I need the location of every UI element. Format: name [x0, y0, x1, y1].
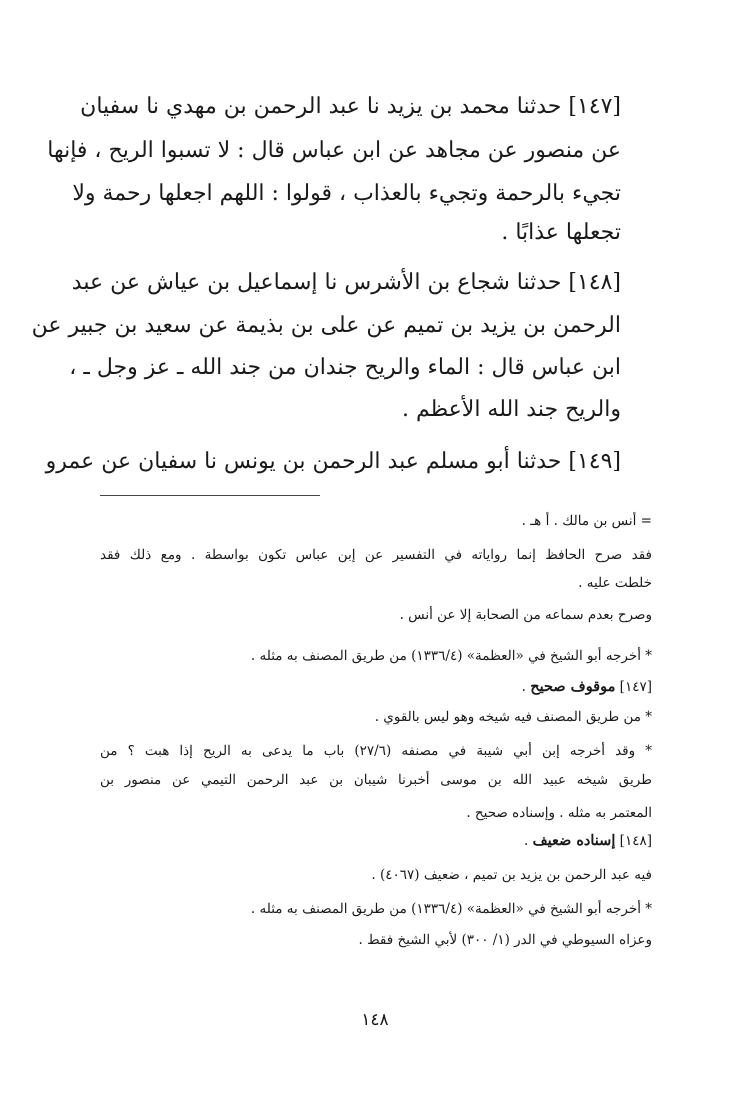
footnote-carryover-line-1: = أنس بن مالك . أ هـ .: [521, 513, 652, 529]
footnote-147-line-1: * من طريق المصنف فيه شيخه وهو ليس بالقوي .: [374, 709, 652, 725]
footnote-carryover-line-2: فقد صرح الحافظ إنما رواياته في التفسير عن إبن عباس تكون بواسطة . ومع ذلك فقد: [100, 547, 652, 563]
hadith-147-line-1: [١٤٧] حدثنا محمد بن يزيد نا عبد الرحمن بن مهدي نا سفيان: [80, 94, 621, 119]
footnote-147-line-4: المعتمر به مثله . وإسناده صحيح .: [466, 805, 652, 821]
footnote-148-verdict: إسناده ضعيف: [532, 832, 616, 849]
hadith-149-line-1: [١٤٩] حدثنا أبو مسلم عبد الرحمن بن يونس نا سفيان عن عمرو: [45, 449, 621, 474]
footnote-carryover-line-4: وصرح بعدم سماعه من الصحابة إلا عن أنس .: [399, 607, 652, 623]
hadith-148-line-3: ابن عباس قال : الماء والريح جندان من جند الله ـ عز وجل ـ ،: [69, 355, 621, 380]
hadith-147-line-2: عن منصور عن مجاهد عن ابن عباس قال : لا تسبوا الريح ، فإنها: [47, 138, 621, 163]
hadith-147-line-4: تجعلها عذابًا .: [501, 220, 621, 245]
page-number: ١٤٨: [361, 1010, 389, 1030]
footnote-148-line-2: * أخرجه أبو الشيخ في «العظمة» (١٣٣٦/٤) من طريق المصنف به مثله .: [250, 901, 652, 917]
footnote-separator: [100, 495, 320, 496]
footnote-147-verdict: موقوف صحيح: [530, 678, 616, 695]
footnote-148-heading: [100, 830, 652, 852]
footnote-147-heading: [100, 676, 652, 698]
footnote-carryover-line-3: خلطت عليه .: [578, 575, 652, 591]
footnote-147-line-2: * وقد أخرجه إبن أبي شيبة في مصنفه (٢٧/٦) باب ما يدعى به الريح إذا هبت ؟ من: [100, 743, 652, 759]
footnote-147-number: [١٤٧]: [619, 679, 652, 695]
footnote-148-line-3: وعزاه السيوطي في الدر (١/ ٣٠٠) لأبي الشيخ فقط .: [358, 932, 652, 948]
footnote-148-number: [١٤٨]: [619, 833, 652, 849]
footnote-147-end: .: [521, 679, 526, 695]
hadith-148-line-4: والريح جند الله الأعظم .: [401, 397, 621, 422]
footnote-148-end: .: [524, 833, 529, 849]
footnote-147-line-3: طريق شيخه عبيد الله بن موسى أخبرنا شيبان بن عبد الرحمن التيمي عن منصور بن: [100, 772, 652, 788]
footnote-carryover-line-5: * أخرجه أبو الشيخ في «العظمة» (١٣٣٦/٤) من طريق المصنف به مثله .: [250, 648, 652, 664]
hadith-148-line-2: الرحمن بن يزيد بن تميم عن على بن بذيمة عن سعيد بن جبير عن: [31, 313, 621, 338]
footnote-148-line-1: فيه عبد الرحمن بن يزيد بن تميم ، ضعيف (٤٠٦٧) .: [371, 867, 652, 883]
hadith-147-line-3: تجيء بالرحمة وتجيء بالعذاب ، قولوا : اللهم اجعلها رحمة ولا: [72, 181, 621, 206]
hadith-148-line-1: [١٤٨] حدثنا شجاع بن الأشرس نا إسماعيل بن عياش عن عبد: [71, 270, 621, 295]
